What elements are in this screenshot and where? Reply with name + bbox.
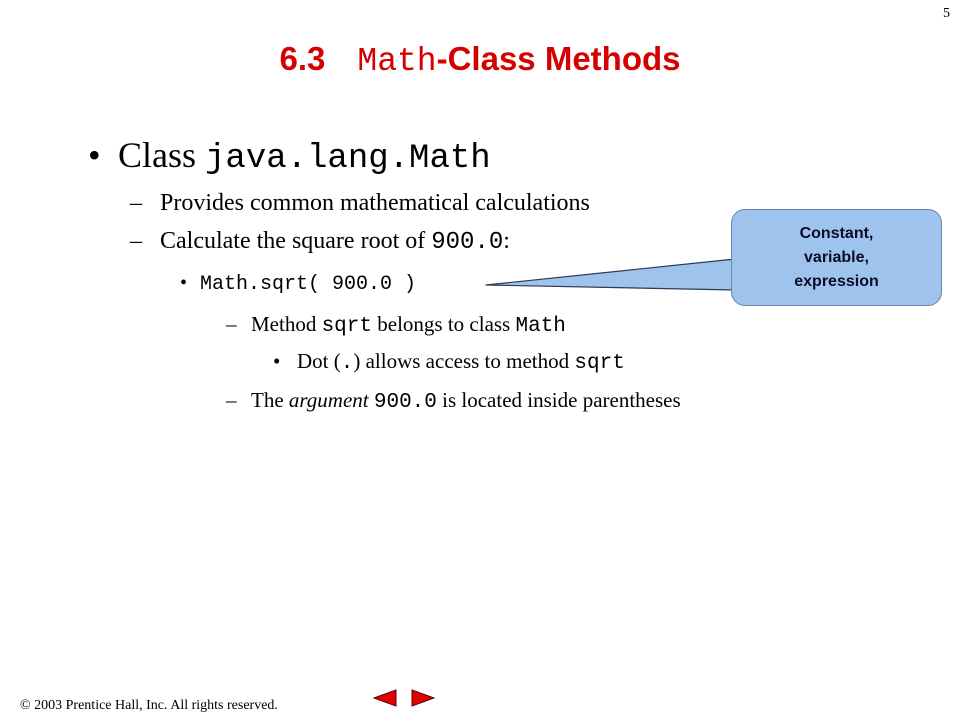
text-part-3: is located inside parentheses — [436, 388, 681, 412]
dash-marker: – — [226, 388, 237, 412]
text-part: The — [251, 388, 289, 412]
text-part-2: ) allows access to method — [353, 349, 575, 373]
page-number: 5 — [943, 6, 950, 21]
bullet-dot: • — [180, 272, 188, 294]
subbullet-suffix: : — [503, 228, 510, 254]
left-arrow-icon — [366, 687, 402, 709]
callout-bubble — [731, 209, 942, 306]
previous-slide-button[interactable] — [366, 687, 402, 709]
subbullet-text: Provides common mathematical calculations — [160, 190, 590, 216]
dash-marker: – — [130, 228, 142, 254]
code-part: 900.0 — [373, 391, 437, 414]
code-text: Math.sqrt( 900.0 ) — [200, 273, 417, 296]
code-part-2: sqrt — [574, 352, 625, 375]
text-part-2: belongs to class — [372, 312, 516, 336]
callout-line-1: Constant, — [799, 224, 874, 242]
subbullet-code: 900.0 — [431, 229, 504, 256]
bullet-dot: • — [273, 349, 281, 373]
text-part: Method — [251, 312, 322, 336]
code-part: . — [340, 352, 354, 375]
code-part: sqrt — [321, 315, 372, 338]
right-arrow-icon — [406, 687, 442, 709]
callout-line-2: variable, — [804, 248, 869, 266]
next-slide-button[interactable] — [406, 687, 442, 709]
subbullet-text: Calculate the square root of — [160, 228, 432, 254]
copyright-notice: © 2003 Prentice Hall, Inc. All rights reserved. — [20, 698, 278, 713]
dash-marker: – — [226, 312, 237, 336]
title-number: 6.3 — [279, 40, 326, 77]
text-part: Dot ( — [297, 349, 341, 373]
title-rest: -Class Methods — [436, 40, 681, 77]
bullet-dot: • — [88, 135, 101, 175]
bullet-code: java.lang.Math — [205, 140, 491, 178]
dash-marker: – — [130, 190, 142, 216]
bullet-text: Class — [118, 135, 206, 175]
callout-line-3: expression — [794, 272, 879, 290]
title-code: Math — [357, 43, 437, 80]
italic-part: argument — [288, 388, 369, 412]
code-part-2: Math — [515, 315, 566, 338]
